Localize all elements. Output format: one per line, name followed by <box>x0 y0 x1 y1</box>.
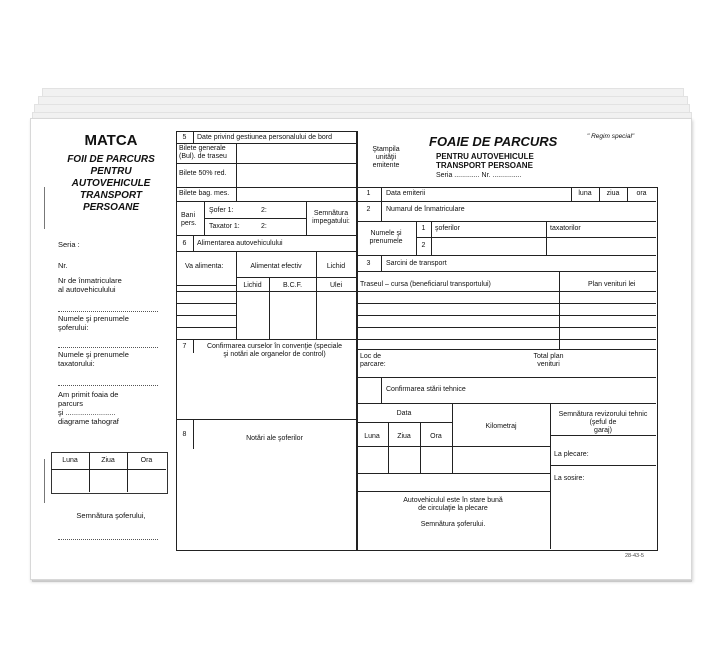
sec1-number: 1 <box>366 190 371 197</box>
grid-line <box>193 235 194 251</box>
stare-data: Data <box>396 410 412 417</box>
stub-subtitle-1: FOII DE PARCURS <box>67 154 155 165</box>
stare-la-plecare: La plecare: <box>554 451 589 458</box>
sec5-bani-2: pers. <box>181 220 197 227</box>
sec5-bilete-bag: Bilete bag. mes. <box>179 190 230 197</box>
form-subtitle-1: PENTRU AUTOVEHICULE <box>436 152 534 161</box>
grid-line <box>452 403 453 473</box>
stub-ziua-header: Ziua <box>101 457 115 464</box>
sec1-label: Data emiterii <box>386 190 426 197</box>
sec3-plan: Plan venituri lei <box>588 281 636 288</box>
grid-line <box>356 349 656 350</box>
stub-nr-inmatriculare-1: Nr de înmatriculare <box>58 276 122 285</box>
grid-line <box>420 422 421 473</box>
stub-numele-taxator-2: taxatorului: <box>58 359 95 368</box>
grid-line <box>546 221 547 255</box>
grid-line <box>316 277 356 278</box>
grid-line <box>356 303 656 304</box>
grid-line <box>356 271 656 272</box>
grid-line <box>176 419 356 420</box>
sec5-semnatura-2: impegatului: <box>312 218 350 225</box>
sec1-luna: luna <box>578 190 592 197</box>
stub-luna-header: Luna <box>62 457 78 464</box>
grid-line <box>356 339 656 340</box>
grid-line <box>381 255 382 271</box>
grid-line <box>176 187 356 188</box>
grid-line <box>356 491 550 492</box>
sec6-lichid-header: Lichid <box>326 263 346 270</box>
stub-perforation-mark <box>44 187 45 229</box>
grid-line <box>356 422 452 423</box>
sec3-total-2: venituri <box>537 361 560 368</box>
grid-line <box>176 143 356 144</box>
grid-line <box>236 143 237 187</box>
sec2-label: Numarul de înmatriculare <box>386 206 465 213</box>
stub-am-primit-4: diagrame tahograf <box>58 417 119 426</box>
stare-kilometraj: Kilometraj <box>485 423 517 430</box>
grid-line <box>559 271 560 349</box>
sec3-loc-1: Loc de <box>360 353 382 360</box>
stare-revizor-3: garaj) <box>594 427 612 434</box>
stare-ziua: Ziua <box>397 433 411 440</box>
sec2-number: 2 <box>366 206 371 213</box>
sec5-bani-1: Bani <box>181 212 196 219</box>
stub-dotted-line <box>58 385 158 386</box>
grid-line <box>356 327 656 328</box>
sec2-row1: 1 <box>421 225 426 232</box>
sec2-taxatorilor: taxatorilor <box>550 225 581 232</box>
grid-line <box>176 315 236 316</box>
grid-line <box>356 315 656 316</box>
grid-line <box>176 327 236 328</box>
stub-am-primit-3: şi ........................ <box>58 408 116 417</box>
grid-line <box>236 277 316 278</box>
sec7-title-2: şi notări ale organelor de control) <box>223 351 326 358</box>
sec3-traseu: Traseul – cursa (beneficiarul transportului) <box>360 281 491 288</box>
sec2-numele-1: Numele şi <box>370 230 402 237</box>
sec5-bilete-50: Bilete 50% red. <box>179 170 227 177</box>
stub-title: MATCA <box>84 132 138 149</box>
stub-nr-inmatriculare-2: al autovehiculului <box>58 285 116 294</box>
grid-line <box>356 201 656 202</box>
grid-line <box>550 465 656 466</box>
grid-line <box>416 237 656 238</box>
sec6-lichid: Lichid <box>243 282 262 289</box>
grid-line <box>356 377 656 378</box>
grid-line <box>176 291 356 292</box>
grid-line <box>356 255 656 256</box>
grid-line <box>356 446 550 447</box>
stare-revizor-1: Semnătura revizorului tehnic <box>558 411 648 418</box>
grid-line <box>204 218 306 219</box>
grid-line <box>176 201 356 202</box>
stub-am-primit-1: Am primit foaia de <box>58 390 119 399</box>
sec6-number: 6 <box>182 240 187 247</box>
stub-ora-header: Ora <box>140 457 153 464</box>
sec8-title: Notări ale şoferilor <box>246 435 303 442</box>
sec7-number: 7 <box>182 343 187 350</box>
sec6-title: Alimentarea autovehiculului <box>197 240 283 247</box>
stub-numele-sofer-2: şoferului: <box>58 323 89 332</box>
stare-semnatura-sofer: Semnătura şoferului. <box>420 521 486 528</box>
grid-line <box>176 163 356 164</box>
sec5-sofer1: Şofer 1: <box>209 207 234 214</box>
grid-line <box>176 285 236 286</box>
stare-revizor-2: (şeful de <box>589 419 617 426</box>
sec5-number: 5 <box>182 134 187 141</box>
sec6-bcf: B.C.F. <box>282 282 303 289</box>
stub-subtitle-4: TRANSPORT <box>79 190 143 201</box>
stub-dotted-line <box>58 311 158 312</box>
sec7-title-1: Confirmarea curselor în convenţie (speciale <box>206 343 342 350</box>
form-subtitle-2: TRANSPORT PERSOANE <box>436 161 533 170</box>
stub-am-primit-2: parcurs <box>58 399 84 408</box>
grid-line <box>388 422 389 473</box>
stub-perforation-mark <box>44 459 45 503</box>
sec6-va-alimenta: Va alimenta: <box>185 263 224 270</box>
stampila-3: emitente <box>372 162 400 169</box>
stub-nr-label: Nr. <box>58 261 68 270</box>
sec6-ulei: Ulei <box>329 282 343 289</box>
grid-line <box>236 187 237 201</box>
stub-numele-sofer-1: Numele şi prenumele <box>58 314 129 323</box>
grid-line <box>356 221 656 222</box>
stub-dotted-line <box>58 347 158 348</box>
stampila-1: Ştampila <box>372 146 400 153</box>
stare-buna-1: Autovehiculul este în stare bună <box>403 497 503 504</box>
sec1-ora: ora <box>636 190 647 197</box>
grid-line <box>356 473 550 474</box>
sec2-soferilor: şoferilor <box>435 225 460 232</box>
grid-line <box>356 291 656 292</box>
sec5-bilete-generale-1: Bilete generale <box>179 145 226 152</box>
grid-line <box>193 131 194 143</box>
form-title: FOAIE DE PARCURS <box>429 134 558 149</box>
sec5-taxator1: Taxator 1: <box>209 223 240 230</box>
grid-line <box>176 235 356 236</box>
grid-line <box>381 377 382 403</box>
stare-la-sosire: La sosire: <box>554 475 585 482</box>
stub-subtitle-3: AUTOVEHICULE <box>71 178 151 189</box>
stub-semnatura-label: Semnătura şoferului, <box>76 511 146 520</box>
grid-line <box>381 187 382 221</box>
stub-date-table-divider <box>51 469 166 470</box>
regim-special: " Regim special" <box>587 133 635 140</box>
sec3-loc-2: parcare: <box>360 361 386 368</box>
stub-subtitle-2: PENTRU <box>90 166 132 177</box>
stub-subtitle-5: PERSOANE <box>82 202 140 213</box>
stampila-2: unităţii <box>375 154 397 161</box>
sec5-bilete-generale-2: (Bul). de traseu <box>179 153 227 160</box>
sec8-number: 8 <box>182 431 187 438</box>
stub-numele-taxator-1: Numele şi prenumele <box>58 350 129 359</box>
sec3-total-1: Total plan <box>533 353 564 360</box>
stare-confirmarea: Confirmarea stării tehnice <box>386 386 466 393</box>
sec3-label: Sarcini de transport <box>386 260 447 267</box>
stare-buna-2: de circulaţie la plecare <box>418 505 488 512</box>
sec5-sofer2: 2: <box>261 207 267 214</box>
grid-line <box>176 303 236 304</box>
stare-luna: Luna <box>364 433 380 440</box>
sec5-taxator2: 2: <box>261 223 267 230</box>
sec3-number: 3 <box>366 260 371 267</box>
sec2-row2: 2 <box>421 242 426 249</box>
stub-signature-line <box>58 539 158 540</box>
grid-line <box>550 435 656 436</box>
grid-line <box>176 339 356 340</box>
form-sheet <box>30 118 692 580</box>
stub-seria-label: Seria : <box>58 240 80 249</box>
sec6-alimentat-efectiv: Alimentat efectiv <box>250 263 302 270</box>
grid-line <box>176 251 356 252</box>
sec5-semnatura-1: Semnătura <box>313 210 349 217</box>
stare-ora: Ora <box>430 433 442 440</box>
sec5-title: Date privind gestiunea personalului de bord <box>197 134 333 141</box>
form-code: 28-43-5 <box>625 553 644 559</box>
sec2-numele-2: prenumele <box>369 238 403 245</box>
grid-line <box>193 419 194 449</box>
grid-line <box>356 403 656 404</box>
grid-line <box>431 221 432 255</box>
sec1-ziua: ziua <box>606 190 620 197</box>
form-seria-nr: Seria ............. Nr. ............... <box>436 172 522 179</box>
